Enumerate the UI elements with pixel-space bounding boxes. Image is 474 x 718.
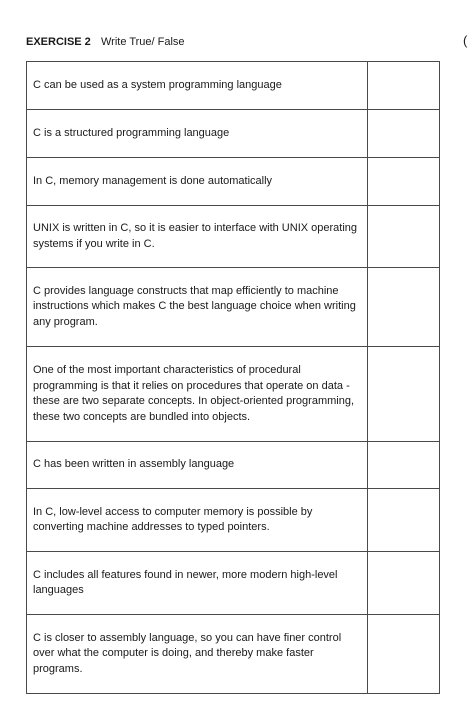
- statement-cell: C is closer to assembly language, so you can have finer control over what the computer is doing, and thereby make faster programs.: [27, 615, 368, 694]
- answer-cell[interactable]: [368, 552, 440, 615]
- answer-cell[interactable]: [368, 268, 440, 347]
- statement-cell: C includes all features found in newer, more modern high-level languages: [27, 552, 368, 615]
- table-row: [27, 615, 440, 694]
- statement-cell: C provides language constructs that map efficiently to machine instructions which makes C the best language choice when writing any program.: [27, 268, 368, 347]
- statement-cell: One of the most important characteristics of procedural programming is that it relies on procedures that operate on data - these are two separate concepts. In object-oriented programming, these two concepts are bundled into objects.: [27, 347, 368, 442]
- statement-cell: In C, low-level access to computer memory is possible by converting machine addresses to typed pointers.: [27, 489, 368, 552]
- answer-cell[interactable]: [368, 615, 440, 694]
- statement-cell: UNIX is written in C, so it is easier to interface with UNIX operating systems if you write in C.: [27, 206, 368, 268]
- exercise-header: [26, 35, 474, 51]
- table-row: [27, 110, 440, 158]
- table-row: [27, 158, 440, 206]
- answer-cell[interactable]: [368, 442, 440, 489]
- answer-cell[interactable]: [368, 158, 440, 206]
- statement-cell: C can be used as a system programming language: [27, 62, 368, 110]
- statement-cell: C is a structured programming language: [27, 110, 368, 158]
- answer-cell[interactable]: [368, 489, 440, 552]
- table-row: [27, 347, 440, 442]
- answer-cell[interactable]: [368, 347, 440, 442]
- table-row: [27, 552, 440, 615]
- table-row: [27, 62, 440, 110]
- table-row: [27, 442, 440, 489]
- trailing-mark: (: [463, 33, 468, 48]
- true-false-table: [26, 61, 440, 694]
- statement-cell: In C, memory management is done automatically: [27, 158, 368, 206]
- table-row: [27, 268, 440, 347]
- answer-cell[interactable]: [368, 206, 440, 268]
- table-row: [27, 206, 440, 268]
- exercise-instruction: Write True/ False: [101, 36, 185, 48]
- exercise-label: EXERCISE 2: [26, 36, 91, 48]
- answer-cell[interactable]: [368, 110, 440, 158]
- table-row: [27, 489, 440, 552]
- statement-cell: C has been written in assembly language: [27, 442, 368, 489]
- answer-cell[interactable]: [368, 62, 440, 110]
